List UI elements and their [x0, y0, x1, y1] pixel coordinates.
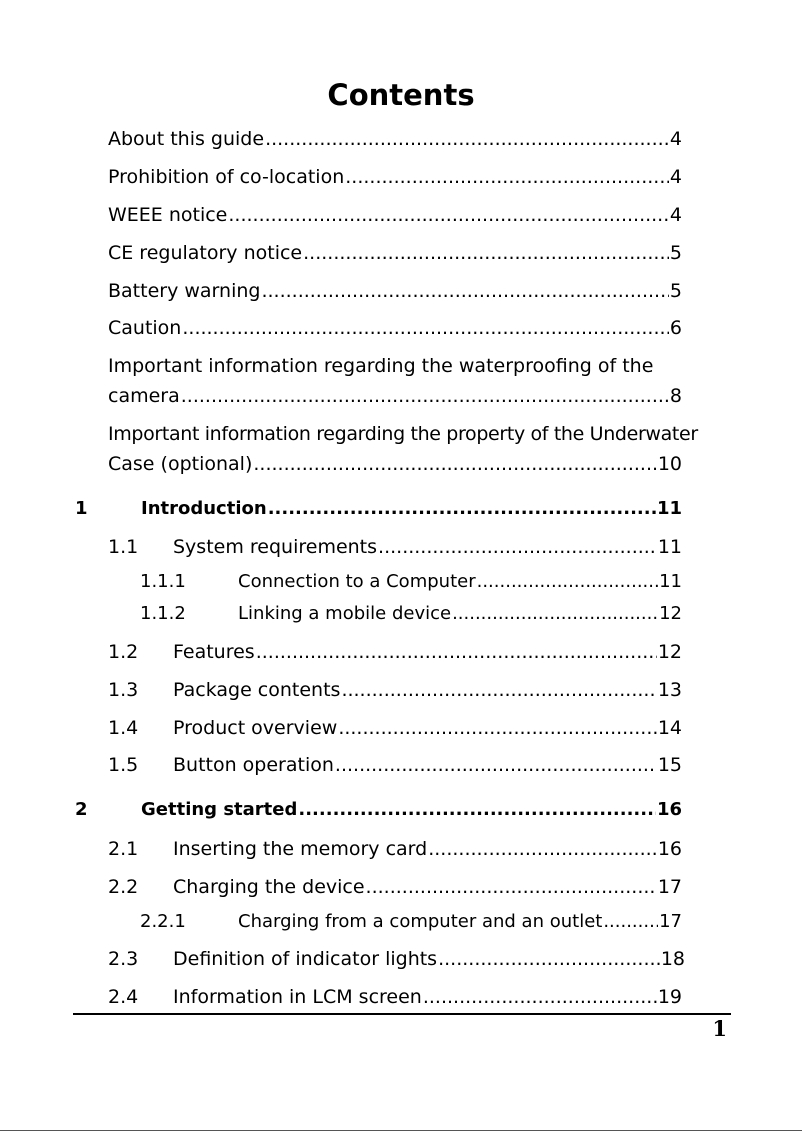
page-number: 1 [712, 1016, 727, 1041]
section-number: 2.2 [108, 876, 139, 898]
section-number: 1.2 [108, 641, 139, 663]
dot-leader [438, 947, 660, 971]
toc-entry-label: Information in LCM screen [173, 986, 422, 1008]
toc-entry-label: About this guide [108, 128, 265, 150]
toc-entry[interactable] [108, 165, 682, 189]
toc-entry-label: Caution [108, 317, 182, 339]
toc-entry[interactable] [108, 127, 682, 151]
section-number: 1.4 [108, 717, 139, 739]
toc-entry-page: 14 [657, 717, 682, 739]
toc-entry[interactable] [173, 535, 682, 559]
dot-leader [265, 127, 669, 151]
toc-entry-page: 17 [657, 876, 682, 898]
dot-leader [268, 497, 656, 521]
toc-entry-label: Package contents [173, 679, 341, 701]
dot-leader [477, 570, 658, 594]
dot-leader [181, 384, 669, 408]
page-title: Contents [327, 78, 475, 112]
toc-entry[interactable] [108, 279, 682, 303]
section-number: 1.3 [108, 679, 139, 701]
toc-entry-page: 8 [669, 385, 682, 407]
toc-entry-label: Linking a mobile device [238, 603, 452, 624]
toc-entry-page: 4 [669, 166, 682, 188]
toc-entry-label: WEEE notice [108, 204, 228, 226]
toc-chapter-entry[interactable] [141, 798, 682, 822]
toc-entry-page: 12 [659, 603, 682, 624]
toc-entry-label: Charging the device [173, 876, 365, 898]
section-number: 1.1 [108, 536, 139, 558]
toc-entry-page: 16 [656, 799, 682, 820]
dot-leader [228, 203, 669, 227]
section-number: 1.1.1 [140, 571, 186, 592]
toc-entry-page: 4 [669, 204, 682, 226]
toc-entry[interactable] [173, 947, 685, 971]
toc-entry[interactable] [108, 203, 682, 227]
toc-entry-page: 10 [657, 453, 682, 475]
toc-entry[interactable] [238, 910, 682, 934]
dot-leader [366, 875, 657, 899]
toc-entry-page: 4 [669, 128, 682, 150]
dot-leader [182, 316, 669, 340]
section-number: 2.4 [108, 986, 139, 1008]
section-number: 2.1 [108, 838, 139, 860]
section-number: 2.2.1 [140, 911, 186, 932]
toc-entry-page: 11 [656, 498, 682, 519]
toc-entry[interactable] [108, 384, 682, 408]
dot-leader [378, 535, 657, 559]
toc-entry-label: Getting started [141, 799, 298, 820]
toc-entry-label: Prohibition of co-location [108, 166, 345, 188]
toc-entry-label: camera [108, 385, 180, 407]
toc-entry-page: 13 [657, 679, 682, 701]
toc-entry[interactable] [238, 602, 682, 626]
toc-entry-label: Button operation [173, 754, 334, 776]
dot-leader [338, 716, 657, 740]
toc-entry-page: 5 [669, 242, 682, 264]
toc-entry-label: Connection to a Computer [238, 571, 476, 592]
section-number: 1.5 [108, 754, 139, 776]
toc-entry-page: 12 [657, 641, 682, 663]
toc-entry[interactable] [173, 753, 682, 777]
toc-entry-label-line1[interactable]: Important information regarding the property of the Underwater [108, 423, 698, 445]
dot-leader [261, 279, 668, 303]
dot-leader [423, 985, 657, 1009]
chapter-number: 2 [75, 799, 88, 820]
toc-entry[interactable] [173, 678, 682, 702]
dot-leader [345, 165, 669, 189]
toc-entry[interactable] [173, 640, 682, 664]
dot-leader [335, 753, 657, 777]
dot-leader [303, 241, 669, 265]
toc-entry-label: System requirements [173, 536, 378, 558]
toc-entry-label: CE regulatory notice [108, 242, 303, 264]
toc-entry-label-line1[interactable]: Important information regarding the waterproofing of the [108, 355, 654, 377]
toc-entry-page: 15 [657, 754, 682, 776]
toc-entry-page: 6 [669, 317, 682, 339]
toc-entry-page: 11 [657, 536, 682, 558]
toc-entry[interactable] [173, 837, 682, 861]
chapter-number: 1 [75, 498, 88, 519]
toc-entry-label: Introduction [141, 498, 267, 519]
toc-entry[interactable] [173, 985, 682, 1009]
footer-rule [73, 1013, 731, 1015]
toc-entry-label: Product overview [173, 717, 338, 739]
toc-entry-label: Features [173, 641, 255, 663]
toc-entry[interactable] [173, 716, 682, 740]
dot-leader [341, 678, 656, 702]
toc-entry[interactable] [108, 241, 682, 265]
toc-entry-label: Case (optional) [108, 453, 253, 475]
dot-leader [452, 602, 658, 626]
section-number: 1.1.2 [140, 603, 186, 624]
toc-entry[interactable] [238, 570, 682, 594]
toc-entry-page: 17 [659, 911, 682, 932]
dot-leader [253, 452, 656, 476]
toc-entry[interactable] [108, 316, 682, 340]
section-number: 2.3 [108, 948, 139, 970]
toc-entry-page: 5 [669, 280, 682, 302]
toc-chapter-entry[interactable] [141, 497, 682, 521]
toc-entry-label: Charging from a computer and an outlet [238, 911, 603, 932]
toc-entry-page: 18 [660, 948, 685, 970]
toc-entry-label: Inserting the memory card [173, 838, 428, 860]
dot-leader [256, 640, 657, 664]
toc-entry-page: 16 [657, 838, 682, 860]
toc-entry-page: 19 [657, 986, 682, 1008]
toc-entry-page: 11 [659, 571, 682, 592]
dot-leader [428, 837, 657, 861]
toc-entry[interactable] [108, 452, 682, 476]
page-edge [0, 1130, 802, 1131]
toc-entry[interactable] [173, 875, 682, 899]
dot-leader [298, 798, 656, 822]
toc-entry-label: Battery warning [108, 280, 261, 302]
dot-leader [603, 910, 658, 934]
toc-entry-label: Definition of indicator lights [173, 948, 438, 970]
